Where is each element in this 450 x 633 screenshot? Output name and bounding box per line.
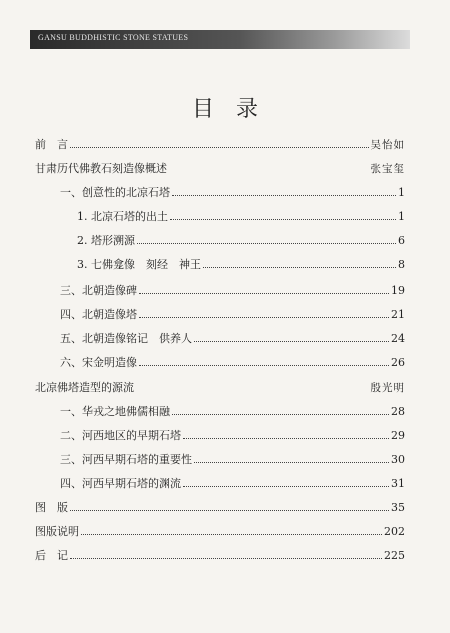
toc-entry-subsection[interactable] xyxy=(77,232,405,248)
toc-leader-dots xyxy=(183,486,389,487)
toc-entry-page: 1 xyxy=(398,185,405,199)
toc-leader-dots xyxy=(170,219,396,220)
toc-entry-section[interactable] xyxy=(60,184,405,200)
toc-leader-dots xyxy=(70,510,389,511)
toc-entry-plate-notes[interactable] xyxy=(35,523,405,539)
toc-entry-title: 3. 七佛龛像 刻经 神王 xyxy=(77,258,201,271)
toc-entry-title: 一、创意性的北凉石塔 xyxy=(60,186,170,199)
toc-leader-dots xyxy=(137,243,396,244)
toc-leader-dots xyxy=(81,534,382,535)
toc-entry-title: 1. 北凉石塔的出土 xyxy=(77,210,168,223)
toc-entry-page: 6 xyxy=(398,233,405,247)
toc-leader-dots xyxy=(70,147,369,148)
toc-entry-title: 2. 塔形溯源 xyxy=(77,234,135,247)
toc-entry-title: 甘肃历代佛教石刻造像概述 xyxy=(35,162,167,175)
toc-entry-section[interactable] xyxy=(60,354,405,370)
toc-entry-author: 张宝玺 xyxy=(370,162,405,175)
toc-entry-title: 后 记 xyxy=(35,549,68,562)
toc-leader-dots xyxy=(172,195,396,196)
toc-entry-title: 图 版 xyxy=(35,501,68,514)
toc-entry-overview[interactable] xyxy=(35,160,405,176)
toc-entry-title: 一、华戎之地佛儒相融 xyxy=(60,405,170,418)
toc-leader-dots xyxy=(183,438,389,439)
toc-entry-page: 8 xyxy=(398,257,405,271)
toc-entry-title: 六、宋金明造像 xyxy=(60,356,137,369)
toc-entry-page: 26 xyxy=(391,355,405,369)
toc-entry-page: 30 xyxy=(391,452,405,466)
toc-leader-dots xyxy=(194,462,389,463)
page-title: 目 录 xyxy=(191,97,258,122)
toc-entry-subsection[interactable] xyxy=(77,256,405,272)
toc-entry-section[interactable] xyxy=(60,330,405,346)
toc-entry-page: 202 xyxy=(384,524,405,538)
toc-entry-title: 图版说明 xyxy=(35,525,79,538)
toc-entry-section[interactable] xyxy=(60,306,405,322)
toc-entry-page: 24 xyxy=(391,331,405,345)
toc-entry-title: 四、北朝造像塔 xyxy=(60,308,137,321)
toc-entry-page: 1 xyxy=(398,209,405,223)
toc-entry-title: 四、河西早期石塔的渊流 xyxy=(60,477,181,490)
toc-entry-postscript[interactable] xyxy=(35,547,405,563)
toc-entry-title: 二、河西地区的早期石塔 xyxy=(60,429,181,442)
toc-entry-author: 殷光明 xyxy=(370,381,405,394)
toc-entry-plates[interactable] xyxy=(35,499,405,515)
toc-entry-section[interactable] xyxy=(60,403,405,419)
toc-entry-title: 前 言 xyxy=(35,138,68,151)
toc-entry-preface[interactable] xyxy=(35,136,405,152)
toc-leader-dots xyxy=(194,341,389,342)
toc-entry-section[interactable] xyxy=(60,427,405,443)
toc-entry-title: 三、北朝造像碑 xyxy=(60,284,137,297)
toc-leader-dots xyxy=(172,414,389,415)
toc-entry-page: 225 xyxy=(384,548,405,562)
toc-entry-section[interactable] xyxy=(60,451,405,467)
toc-entry-title: 北凉佛塔造型的源流 xyxy=(35,381,134,394)
toc-entry-title: 三、河西早期石塔的重要性 xyxy=(60,453,192,466)
header-banner-text: GANSU BUDDHISTIC STONE STATUES xyxy=(38,33,189,42)
toc-leader-dots xyxy=(70,558,382,559)
toc-entry-page: 35 xyxy=(391,500,405,514)
toc-entry-page: 31 xyxy=(391,476,405,490)
toc-entry-title: 五、北朝造像铭记 供养人 xyxy=(60,332,192,345)
toc-entry-section[interactable] xyxy=(60,282,405,298)
toc-entry-page: 19 xyxy=(391,283,405,297)
toc-entry-page: 28 xyxy=(391,404,405,418)
toc-entry-subsection[interactable] xyxy=(77,208,405,224)
toc-leader-dots xyxy=(139,293,389,294)
toc-entry-section[interactable] xyxy=(60,475,405,491)
toc-entry-page: 21 xyxy=(391,307,405,321)
toc-leader-dots xyxy=(203,267,396,268)
toc-leader-dots xyxy=(139,365,389,366)
toc-entry-stupa-origins[interactable] xyxy=(35,379,405,395)
toc-leader-dots xyxy=(139,317,389,318)
toc-entry-page: 29 xyxy=(391,428,405,442)
toc-entry-author: 吴怡如 xyxy=(370,138,405,151)
